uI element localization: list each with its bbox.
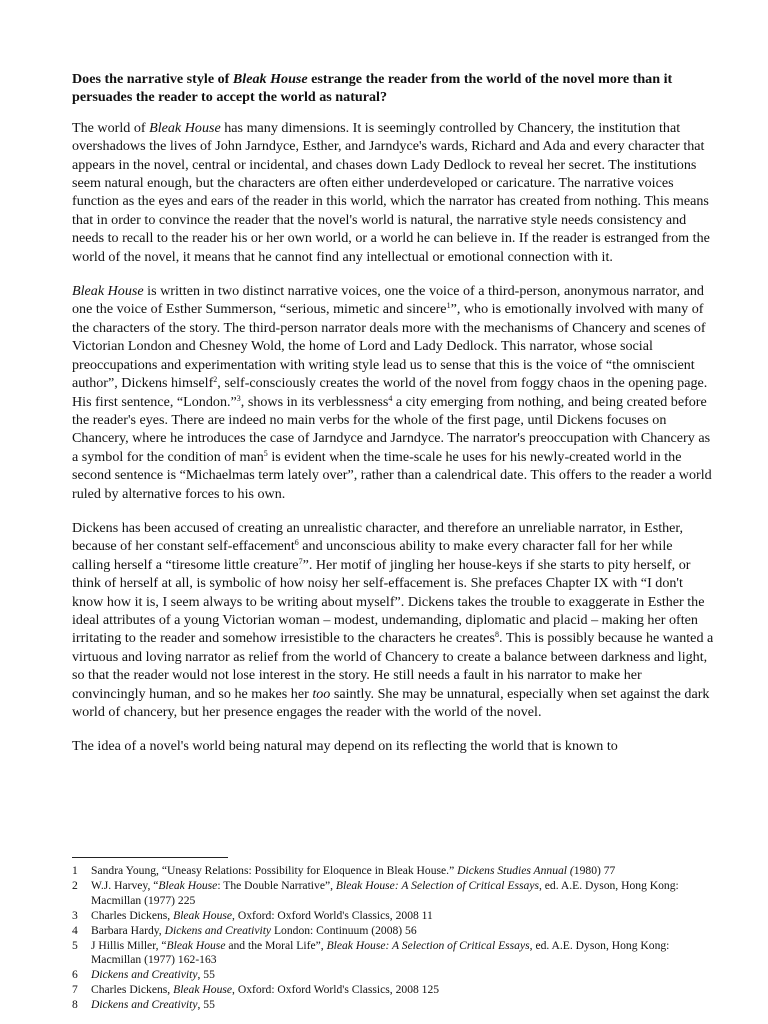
footnote-separator <box>72 857 228 858</box>
footnote-text <box>91 879 712 909</box>
footnote-number: 8 <box>72 998 78 1012</box>
footnote-item <box>72 924 712 939</box>
text-run: Dickens has been accused of creating an unrealistic character, and therefore an unreliable narrator, in Esther, because of her constant self-effacement <box>72 519 684 555</box>
italic-run: Bleak House: A Selection of Critical Essays <box>326 938 530 952</box>
text-run: , self-consciously creates the world of the novel from foggy chaos in the opening page. His first sentence, “London.” <box>72 375 708 410</box>
footnote-ref: 2 <box>213 375 218 385</box>
paragraph-2 <box>72 282 714 503</box>
italic-run: Bleak House <box>72 283 144 300</box>
footnotes <box>72 857 712 1013</box>
footnote-item <box>72 879 712 909</box>
text-run: J Hillis Miller, “ <box>91 938 167 952</box>
footnote-item <box>72 998 712 1013</box>
text-run: , Oxford: Oxford World's Classics, 2008 125 <box>232 983 440 997</box>
text-run: Charles Dickens, <box>91 908 174 922</box>
text-run: London: Continuum (2008) 56 <box>271 923 417 937</box>
document-body <box>72 70 714 756</box>
text-run: Barbara Hardy, <box>91 923 165 937</box>
text-run: W.J. Harvey, “ <box>91 878 159 892</box>
footnote-text <box>91 998 712 1013</box>
text-run: ”. Her motif of jingling her house-keys if she starts to pity herself, or think of herself at all, is symbolic of how noisy her self-effacement is. She prefaces Chapter IX with “I don't know how it is, I seem always to be writing about myself”. Dickens takes the trouble to exaggerate in Esther the ideal attributes of a young Victorian woman – modest, undemanding, diplomatic and placid – making her often irritating to the reader and somehow irresistible to the characters he creates <box>72 556 705 647</box>
text-run: The world of <box>72 119 150 136</box>
paragraph-3 <box>72 519 714 721</box>
paragraph-4 <box>72 737 714 755</box>
text-run: Sandra Young, “Uneasy Relations: Possibility for Eloquence in Bleak House.” <box>91 864 458 877</box>
title-italic-text: Bleak House <box>232 71 308 87</box>
footnote-ref: 8 <box>495 630 500 640</box>
italic-run: Bleak House <box>149 119 221 136</box>
text-run: , ed. A.E. Dyson, Hong Kong: Macmillan (1977) 162-163 <box>91 938 670 967</box>
title-text: estrange the reader from the world of the novel more than it persuades the reader to accept the world as natural? <box>72 71 673 106</box>
italic-run: Bleak House <box>158 878 218 892</box>
footnote-text <box>91 968 712 983</box>
italic-run: Dickens and Creativity <box>91 998 198 1012</box>
italic-run: Dickens Studies Annual ( <box>457 864 574 877</box>
text-run: is written in two distinct narrative voices, one the voice of a third-person, anonymous narrator, and one the voice of Esther Summerson, “serious, mimetic and sincere <box>72 283 704 318</box>
footnote-number: 6 <box>72 968 78 982</box>
text-run: and unconscious ability to make every character fall for her while calling herself a “tiresome little creature <box>72 538 673 573</box>
footnote-item <box>72 939 712 969</box>
italic-run: Bleak House <box>166 938 226 952</box>
text-run: : The Double Narrative”, <box>217 878 336 892</box>
footnote-text <box>91 864 712 879</box>
footnote-number: 7 <box>72 983 78 997</box>
text-run: , shows in its verblessness <box>240 393 389 410</box>
text-run: saintly. She may be unnatural, especially when set against the dark world of chancery, but her presence engages the reader with the world of the novel. <box>72 685 710 720</box>
text-run: The idea of a novel's world being natural may depend on its reflecting the world that is known to <box>72 738 618 755</box>
text-run: and the Moral Life”, <box>225 938 327 952</box>
italic-run: Bleak House <box>173 983 233 997</box>
title-text: Does the narrative style of <box>72 71 233 87</box>
text-run: . This is possibly because he wanted a virtuous and loving narrator as relief from the world of Chancery to create a balance between darkness and light, so that the reader would not lose interest in the story. He still needs a fault in his narrator to make her convincingly human, and so he makes her <box>72 630 714 702</box>
footnote-ref: 1 <box>446 301 451 311</box>
italic-run: Bleak House: A Selection of Critical Essays <box>335 878 539 892</box>
footnote-text <box>91 983 712 998</box>
italic-run: Bleak House <box>173 908 233 922</box>
footnote-number: 1 <box>72 864 78 877</box>
footnote-ref: 5 <box>263 448 268 458</box>
text-run: , 55 <box>197 968 215 982</box>
footnote-text <box>91 939 712 969</box>
footnote-item <box>72 909 712 924</box>
footnote-item <box>72 983 712 998</box>
paragraph-1 <box>72 119 714 266</box>
text-run: , 55 <box>197 998 215 1012</box>
text-run: has many dimensions. It is seemingly controlled by Chancery, the institution that overshadows the lives of John Jarndyce, Esther, and Jarndyce's wards, Richard and Ada and every character that appears in the novel, central or incidental, and chases down Lady Dedlock to reveal her secret. The institutions seem natural enough, but the characters are often either underdeveloped or caricature. The narrative voices function as the eyes and ears of the reader in this world, which the narrator has created from nothing. This means that in order to convince the reader that the novel's world is natural, the narrative style needs consistency and needs to recall to the reader his or her own world, or a world he can believe in. If the reader is estranged from the world of the novel, it means that he cannot find any intellectual or emotional connection with it. <box>72 119 710 265</box>
text-run: Charles Dickens, <box>91 983 174 997</box>
footnote-item <box>72 968 712 983</box>
text-run: a city emerging from nothing, and being created before the reader's eyes. There are indeed no main verbs for the whole of the first page, until Dickens focuses on Chancery, where he introduces the case of Jarndyce and Jarndyce. The narrator's preoccupation with Chancery as a symbol for the condition of man <box>72 393 711 465</box>
text-run: , Oxford: Oxford World's Classics, 2008 11 <box>232 908 433 922</box>
footnote-number: 5 <box>72 938 78 952</box>
footnote-item <box>72 864 712 879</box>
italic-run: Dickens and Creativity <box>164 923 272 937</box>
italic-run: Dickens and Creativity <box>91 968 198 982</box>
essay-question-title <box>72 70 714 107</box>
text-run: , ed. A.E. Dyson, Hong Kong: Macmillan (1977) 225 <box>91 878 679 907</box>
footnote-ref: 4 <box>388 393 393 403</box>
text-run: ”, who is emotionally involved with many of the characters of the story. The third-person narrator deals more with the mechanisms of Chancery and scenes of Victorian London and Chesney Wold, the home of Lord and Lady Dedlock. This narrator, whose social preoccupations and experimentation with writing style lead us to sense that this is the voice of “the omniscient author”, Dickens himself <box>72 301 706 392</box>
footnote-number: 2 <box>72 878 78 892</box>
text-run: 1980) 77 <box>573 864 616 877</box>
footnote-ref: 3 <box>236 393 241 403</box>
footnote-number: 3 <box>72 908 78 922</box>
italic-run: too <box>312 685 331 702</box>
footnote-number: 4 <box>72 923 78 937</box>
footnote-text <box>91 924 712 939</box>
text-run: is evident when the time-scale he uses for his newly-created world in the second sentence is “Michaelmas term lately over”, rather than a calendrical date. This offers to the reader a world ruled by alternative forces to his own. <box>72 448 712 502</box>
footnote-ref: 6 <box>294 538 299 548</box>
footnote-ref: 7 <box>298 556 303 566</box>
footnote-text <box>91 909 712 924</box>
